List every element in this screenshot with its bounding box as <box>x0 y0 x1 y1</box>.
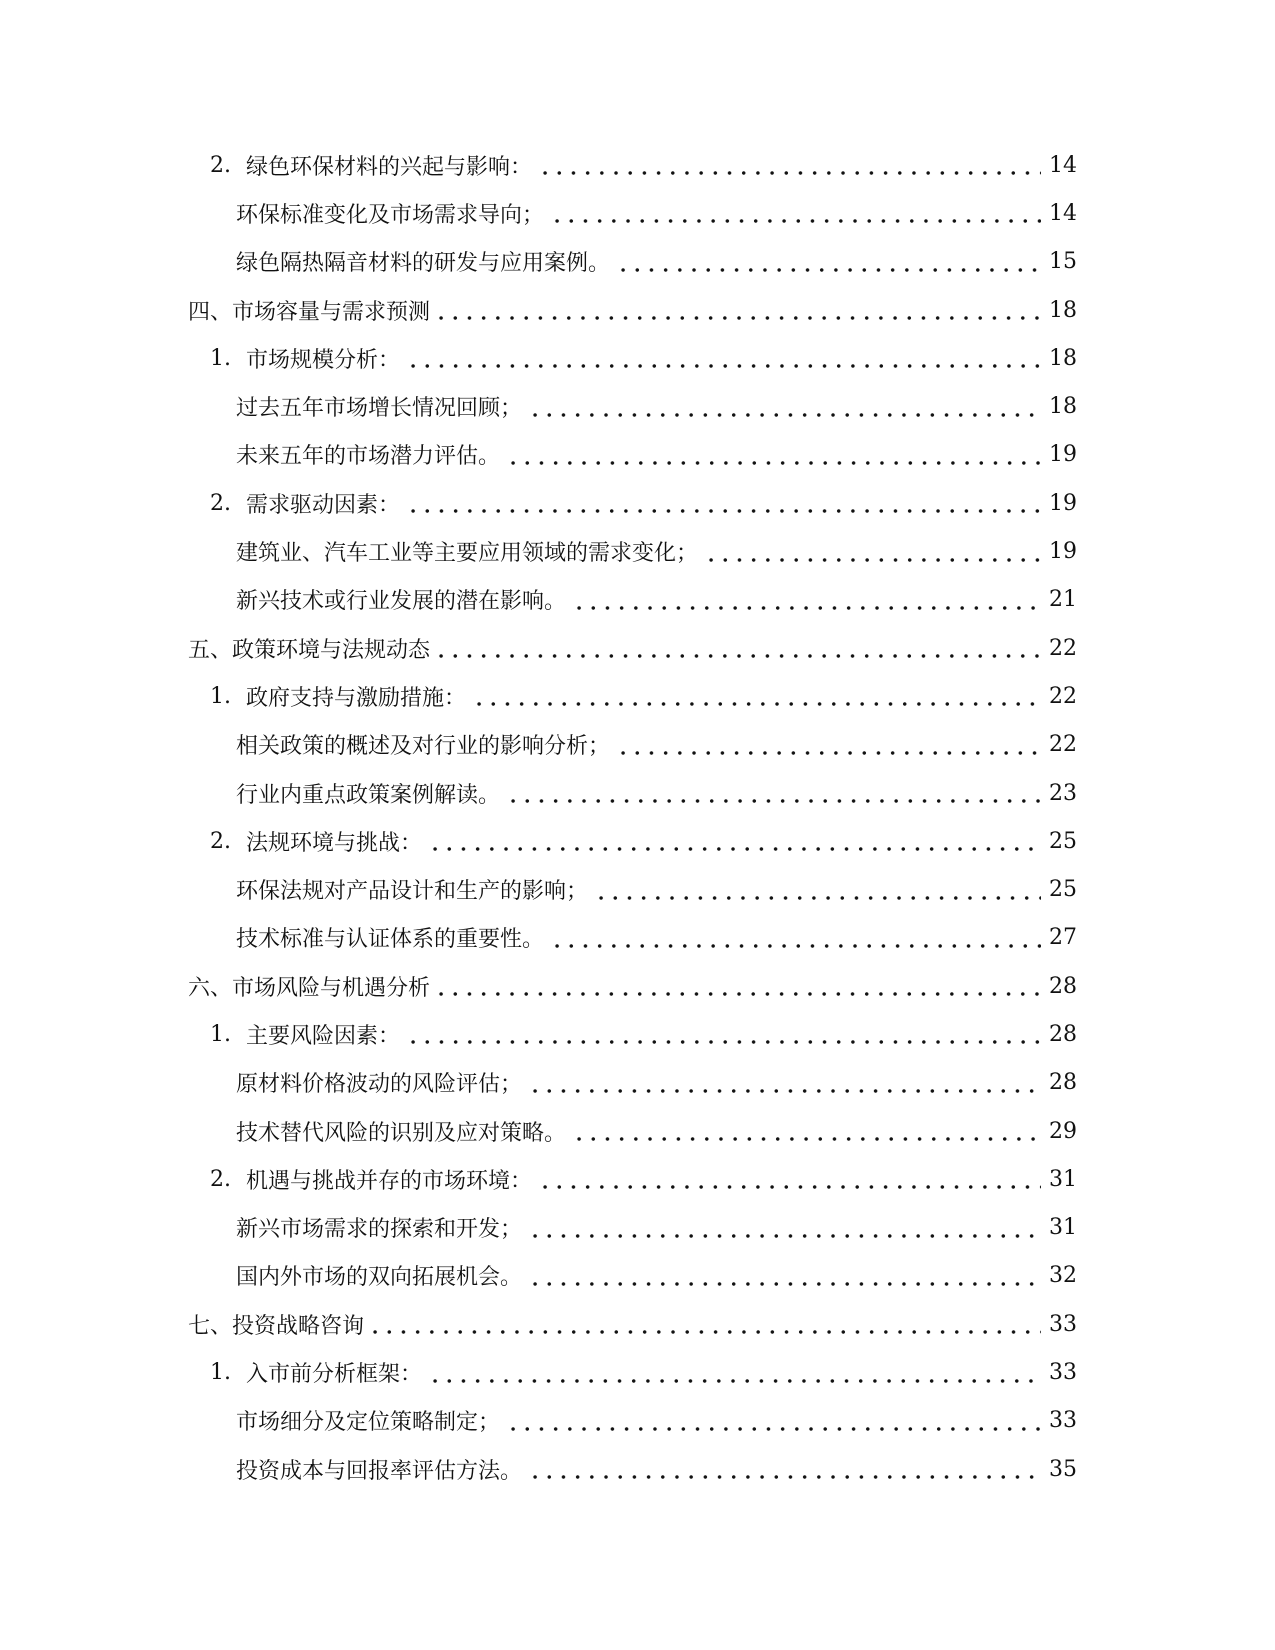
dot-leader <box>616 734 1041 756</box>
toc-entry-title: 市场规模分析： <box>246 347 401 373</box>
toc-entry-page-number: 15 <box>1049 249 1077 275</box>
toc-entry[interactable] <box>0 817 1275 865</box>
toc-entry-page-number: 33 <box>1049 1311 1077 1337</box>
toc-entry-title: 原材料价格波动的风险评估； <box>236 1072 523 1098</box>
toc-entry-page-number: 22 <box>1049 683 1077 709</box>
toc-entry-title: 入市前分析框架： <box>246 1362 423 1388</box>
toc-entry[interactable] <box>0 1348 1275 1396</box>
toc-entry-number: 1. <box>210 1021 231 1047</box>
toc-entry-title: 新兴技术或行业发展的潜在影响。 <box>236 589 567 615</box>
toc-entry[interactable] <box>0 479 1275 527</box>
toc-entry-title: 投资成本与回报率评估方法。 <box>236 1458 523 1484</box>
toc-entry-page-number: 25 <box>1049 828 1077 854</box>
toc-entry[interactable] <box>0 1204 1275 1252</box>
toc-entry-title: 建筑业、汽车工业等主要应用领域的需求变化； <box>236 541 699 567</box>
toc-entry-page-number: 19 <box>1049 490 1077 516</box>
dot-leader <box>594 879 1041 901</box>
toc-entry-number: 1. <box>210 345 231 371</box>
toc-entry-title: 过去五年市场增长情况回顾； <box>236 396 523 422</box>
toc-entry-title: 技术替代风险的识别及应对策略。 <box>236 1120 567 1146</box>
toc-entry-title: 绿色环保材料的兴起与影响： <box>246 154 533 180</box>
toc-entry-title: 绿色隔热隔音材料的研发与应用案例。 <box>236 251 611 277</box>
toc-entry-page-number: 28 <box>1049 973 1077 999</box>
dot-leader <box>428 1362 1041 1384</box>
toc-entry-page-number: 19 <box>1049 442 1077 468</box>
dot-leader <box>434 975 1041 997</box>
toc-entry-number: 1. <box>210 683 231 709</box>
toc-entry[interactable] <box>0 769 1275 817</box>
toc-entry-title: 七、投资战略咨询 <box>188 1313 365 1339</box>
toc-entry[interactable] <box>0 1155 1275 1203</box>
toc-entry[interactable] <box>0 1445 1275 1493</box>
toc-entry-page-number: 14 <box>1049 152 1077 178</box>
dot-leader <box>528 1458 1041 1480</box>
dot-leader <box>538 1168 1041 1190</box>
toc-entry-page-number: 27 <box>1049 925 1077 951</box>
toc-entry[interactable] <box>0 286 1275 334</box>
toc-entry[interactable] <box>0 382 1275 430</box>
toc-entry[interactable] <box>0 1252 1275 1300</box>
toc-entry[interactable] <box>0 1059 1275 1107</box>
dot-leader <box>406 1023 1041 1045</box>
toc-entry[interactable] <box>0 527 1275 575</box>
toc-entry-page-number: 22 <box>1049 732 1077 758</box>
toc-entry-page-number: 19 <box>1049 539 1077 565</box>
toc-entry-page-number: 14 <box>1049 200 1077 226</box>
dot-leader <box>538 154 1041 176</box>
toc-entry-page-number: 18 <box>1049 345 1077 371</box>
toc-entry-title: 市场细分及定位策略制定； <box>236 1410 501 1436</box>
toc-entry-title: 行业内重点政策案例解读。 <box>236 782 501 808</box>
toc-entry-title: 机遇与挑战并存的市场环境： <box>246 1168 533 1194</box>
toc-entry-number: 2. <box>210 1166 231 1192</box>
dot-leader <box>506 782 1041 804</box>
toc-entry[interactable] <box>0 1300 1275 1348</box>
toc-entry-page-number: 31 <box>1049 1166 1077 1192</box>
dot-leader <box>506 444 1041 466</box>
toc-entry[interactable] <box>0 334 1275 382</box>
dot-leader <box>550 202 1041 224</box>
dot-leader <box>406 347 1041 369</box>
toc-entry-number: 2. <box>210 152 231 178</box>
dot-leader <box>428 830 1041 852</box>
dot-leader <box>572 1120 1041 1142</box>
toc-entry[interactable] <box>0 1010 1275 1058</box>
toc-entry-page-number: 29 <box>1049 1118 1077 1144</box>
toc-entry-title: 相关政策的概述及对行业的影响分析； <box>236 734 611 760</box>
toc-entry-title: 新兴市场需求的探索和开发； <box>236 1217 523 1243</box>
dot-leader <box>472 685 1041 707</box>
toc-entry-page-number: 22 <box>1049 635 1077 661</box>
toc-entry-title: 未来五年的市场潜力评估。 <box>236 444 501 470</box>
table-of-contents <box>0 141 1275 1493</box>
toc-entry[interactable] <box>0 721 1275 769</box>
toc-entry-title: 主要风险因素： <box>246 1023 401 1049</box>
toc-entry[interactable] <box>0 962 1275 1010</box>
toc-entry[interactable] <box>0 914 1275 962</box>
dot-leader <box>434 299 1041 321</box>
toc-entry-page-number: 31 <box>1049 1215 1077 1241</box>
dot-leader <box>528 1217 1041 1239</box>
toc-entry[interactable] <box>0 189 1275 237</box>
toc-entry[interactable] <box>0 576 1275 624</box>
toc-entry-title: 环保法规对产品设计和生产的影响； <box>236 879 589 905</box>
dot-leader <box>434 637 1041 659</box>
toc-entry-title: 技术标准与认证体系的重要性。 <box>236 927 545 953</box>
toc-entry[interactable] <box>0 624 1275 672</box>
dot-leader <box>528 1072 1041 1094</box>
toc-entry-number: 1. <box>210 1360 231 1386</box>
toc-entry[interactable] <box>0 141 1275 189</box>
toc-entry-number: 2. <box>210 490 231 516</box>
dot-leader <box>572 589 1041 611</box>
dot-leader <box>704 541 1041 563</box>
toc-entry-page-number: 32 <box>1049 1263 1077 1289</box>
toc-entry-title: 五、政策环境与法规动态 <box>188 637 431 663</box>
dot-leader <box>528 396 1041 418</box>
dot-leader <box>406 492 1041 514</box>
dot-leader <box>528 1265 1041 1287</box>
toc-entry-title: 国内外市场的双向拓展机会。 <box>236 1265 523 1291</box>
toc-entry-page-number: 33 <box>1049 1408 1077 1434</box>
dot-leader <box>506 1410 1041 1432</box>
toc-entry[interactable] <box>0 431 1275 479</box>
toc-entry[interactable] <box>0 1397 1275 1445</box>
dot-leader <box>616 251 1041 273</box>
toc-entry-page-number: 18 <box>1049 297 1077 323</box>
toc-entry-page-number: 23 <box>1049 780 1077 806</box>
toc-entry-page-number: 25 <box>1049 877 1077 903</box>
toc-entry-number: 2. <box>210 828 231 854</box>
toc-entry-title: 环保标准变化及市场需求导向； <box>236 202 545 228</box>
dot-leader <box>550 927 1041 949</box>
toc-entry-page-number: 21 <box>1049 587 1077 613</box>
toc-entry-title: 需求驱动因素： <box>246 492 401 518</box>
toc-entry[interactable] <box>0 238 1275 286</box>
toc-entry-page-number: 18 <box>1049 394 1077 420</box>
toc-entry[interactable] <box>0 865 1275 913</box>
toc-entry-page-number: 28 <box>1049 1021 1077 1047</box>
toc-entry-page-number: 28 <box>1049 1070 1077 1096</box>
toc-entry[interactable] <box>0 1107 1275 1155</box>
toc-entry-title: 六、市场风险与机遇分析 <box>188 975 431 1001</box>
toc-entry-title: 政府支持与激励措施： <box>246 685 467 711</box>
toc-entry-title: 法规环境与挑战： <box>246 830 423 856</box>
dot-leader <box>368 1313 1041 1335</box>
toc-entry-page-number: 35 <box>1049 1456 1077 1482</box>
toc-entry-title: 四、市场容量与需求预测 <box>188 299 431 325</box>
toc-entry[interactable] <box>0 672 1275 720</box>
toc-entry-page-number: 33 <box>1049 1360 1077 1386</box>
